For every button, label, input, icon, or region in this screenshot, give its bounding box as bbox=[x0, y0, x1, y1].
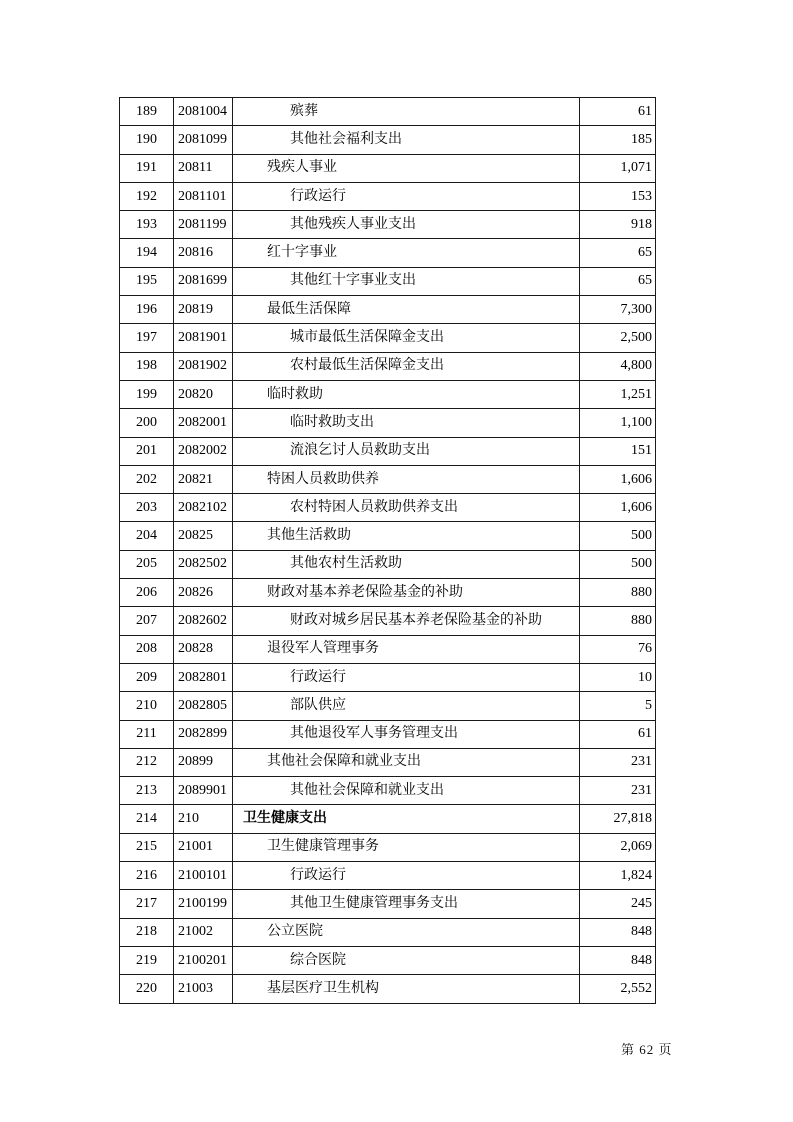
item-name-cell: 行政运行 bbox=[233, 182, 580, 210]
table-row bbox=[120, 918, 656, 946]
amount-cell: 880 bbox=[580, 579, 656, 607]
item-name-cell: 财政对基本养老保险基金的补助 bbox=[233, 579, 580, 607]
code-cell: 20816 bbox=[174, 239, 233, 267]
item-name-cell: 临时救助 bbox=[233, 380, 580, 408]
row-number-cell: 208 bbox=[120, 635, 174, 663]
code-cell: 2081101 bbox=[174, 182, 233, 210]
amount-cell: 2,069 bbox=[580, 833, 656, 861]
row-number-cell: 195 bbox=[120, 267, 174, 295]
table-row bbox=[120, 182, 656, 210]
item-name-cell: 其他社会保障和就业支出 bbox=[233, 748, 580, 776]
code-cell: 2081199 bbox=[174, 211, 233, 239]
code-cell: 21002 bbox=[174, 918, 233, 946]
table-row bbox=[120, 211, 656, 239]
amount-cell: 27,818 bbox=[580, 805, 656, 833]
item-name-cell: 其他社会保障和就业支出 bbox=[233, 777, 580, 805]
amount-cell: 1,606 bbox=[580, 494, 656, 522]
item-name-cell: 其他农村生活救助 bbox=[233, 550, 580, 578]
amount-cell: 65 bbox=[580, 267, 656, 295]
row-number-cell: 190 bbox=[120, 126, 174, 154]
code-cell: 2081099 bbox=[174, 126, 233, 154]
code-cell: 2082602 bbox=[174, 607, 233, 635]
code-cell: 20821 bbox=[174, 465, 233, 493]
code-cell: 2081901 bbox=[174, 324, 233, 352]
amount-cell: 848 bbox=[580, 918, 656, 946]
code-cell: 2081004 bbox=[174, 98, 233, 126]
table-row bbox=[120, 607, 656, 635]
item-name-cell: 残疾人事业 bbox=[233, 154, 580, 182]
table-row bbox=[120, 805, 656, 833]
row-number-cell: 211 bbox=[120, 720, 174, 748]
item-name-cell: 殡葬 bbox=[233, 98, 580, 126]
amount-cell: 500 bbox=[580, 550, 656, 578]
amount-cell: 7,300 bbox=[580, 296, 656, 324]
table-row bbox=[120, 777, 656, 805]
item-name-cell: 特困人员救助供养 bbox=[233, 465, 580, 493]
code-cell: 210 bbox=[174, 805, 233, 833]
table-row bbox=[120, 437, 656, 465]
code-cell: 2082002 bbox=[174, 437, 233, 465]
item-name-cell: 基层医疗卫生机构 bbox=[233, 975, 580, 1003]
amount-cell: 880 bbox=[580, 607, 656, 635]
item-name-cell: 其他生活救助 bbox=[233, 522, 580, 550]
amount-cell: 4,800 bbox=[580, 352, 656, 380]
table-row bbox=[120, 862, 656, 890]
amount-cell: 10 bbox=[580, 663, 656, 691]
code-cell: 20899 bbox=[174, 748, 233, 776]
amount-cell: 848 bbox=[580, 946, 656, 974]
code-cell: 2082502 bbox=[174, 550, 233, 578]
amount-cell: 185 bbox=[580, 126, 656, 154]
item-name-cell: 行政运行 bbox=[233, 663, 580, 691]
table-row bbox=[120, 748, 656, 776]
row-number-cell: 210 bbox=[120, 692, 174, 720]
row-number-cell: 193 bbox=[120, 211, 174, 239]
code-cell: 21001 bbox=[174, 833, 233, 861]
amount-cell: 500 bbox=[580, 522, 656, 550]
code-cell: 2082102 bbox=[174, 494, 233, 522]
item-name-cell: 部队供应 bbox=[233, 692, 580, 720]
item-name-cell: 卫生健康支出 bbox=[233, 805, 580, 833]
row-number-cell: 207 bbox=[120, 607, 174, 635]
code-cell: 2082001 bbox=[174, 409, 233, 437]
table-row bbox=[120, 579, 656, 607]
item-name-cell: 红十字事业 bbox=[233, 239, 580, 267]
item-name-cell: 公立医院 bbox=[233, 918, 580, 946]
row-number-cell: 202 bbox=[120, 465, 174, 493]
item-name-cell: 最低生活保障 bbox=[233, 296, 580, 324]
amount-cell: 65 bbox=[580, 239, 656, 267]
table-row bbox=[120, 635, 656, 663]
code-cell: 20811 bbox=[174, 154, 233, 182]
table-row bbox=[120, 465, 656, 493]
item-name-cell: 行政运行 bbox=[233, 862, 580, 890]
row-number-cell: 214 bbox=[120, 805, 174, 833]
amount-cell: 1,251 bbox=[580, 380, 656, 408]
code-cell: 2082899 bbox=[174, 720, 233, 748]
row-number-cell: 191 bbox=[120, 154, 174, 182]
code-cell: 2089901 bbox=[174, 777, 233, 805]
item-name-cell: 其他红十字事业支出 bbox=[233, 267, 580, 295]
code-cell: 2082801 bbox=[174, 663, 233, 691]
amount-cell: 231 bbox=[580, 777, 656, 805]
table-row bbox=[120, 833, 656, 861]
table-row bbox=[120, 550, 656, 578]
table-row bbox=[120, 946, 656, 974]
item-name-cell: 其他卫生健康管理事务支出 bbox=[233, 890, 580, 918]
amount-cell: 153 bbox=[580, 182, 656, 210]
item-name-cell: 城市最低生活保障金支出 bbox=[233, 324, 580, 352]
table-row bbox=[120, 267, 656, 295]
amount-cell: 231 bbox=[580, 748, 656, 776]
item-name-cell: 其他退役军人事务管理支出 bbox=[233, 720, 580, 748]
row-number-cell: 212 bbox=[120, 748, 174, 776]
row-number-cell: 192 bbox=[120, 182, 174, 210]
row-number-cell: 219 bbox=[120, 946, 174, 974]
row-number-cell: 201 bbox=[120, 437, 174, 465]
amount-cell: 76 bbox=[580, 635, 656, 663]
amount-cell: 2,552 bbox=[580, 975, 656, 1003]
code-cell: 20819 bbox=[174, 296, 233, 324]
item-name-cell: 其他残疾人事业支出 bbox=[233, 211, 580, 239]
item-name-cell: 其他社会福利支出 bbox=[233, 126, 580, 154]
code-cell: 2100101 bbox=[174, 862, 233, 890]
row-number-cell: 200 bbox=[120, 409, 174, 437]
table-row bbox=[120, 692, 656, 720]
row-number-cell: 203 bbox=[120, 494, 174, 522]
amount-cell: 1,606 bbox=[580, 465, 656, 493]
item-name-cell: 流浪乞讨人员救助支出 bbox=[233, 437, 580, 465]
code-cell: 20825 bbox=[174, 522, 233, 550]
table-row bbox=[120, 126, 656, 154]
amount-cell: 61 bbox=[580, 98, 656, 126]
amount-cell: 1,071 bbox=[580, 154, 656, 182]
row-number-cell: 218 bbox=[120, 918, 174, 946]
row-number-cell: 209 bbox=[120, 663, 174, 691]
row-number-cell: 189 bbox=[120, 98, 174, 126]
code-cell: 20826 bbox=[174, 579, 233, 607]
table-row bbox=[120, 890, 656, 918]
table-row bbox=[120, 239, 656, 267]
amount-cell: 2,500 bbox=[580, 324, 656, 352]
code-cell: 2082805 bbox=[174, 692, 233, 720]
table-row bbox=[120, 352, 656, 380]
item-name-cell: 农村最低生活保障金支出 bbox=[233, 352, 580, 380]
row-number-cell: 217 bbox=[120, 890, 174, 918]
table-row bbox=[120, 494, 656, 522]
budget-table-body bbox=[120, 98, 656, 1004]
item-name-cell: 退役军人管理事务 bbox=[233, 635, 580, 663]
item-name-cell: 临时救助支出 bbox=[233, 409, 580, 437]
row-number-cell: 213 bbox=[120, 777, 174, 805]
row-number-cell: 197 bbox=[120, 324, 174, 352]
row-number-cell: 194 bbox=[120, 239, 174, 267]
item-name-cell: 卫生健康管理事务 bbox=[233, 833, 580, 861]
budget-table bbox=[119, 97, 656, 1004]
row-number-cell: 215 bbox=[120, 833, 174, 861]
table-row bbox=[120, 380, 656, 408]
amount-cell: 151 bbox=[580, 437, 656, 465]
table-row bbox=[120, 409, 656, 437]
code-cell: 20820 bbox=[174, 380, 233, 408]
amount-cell: 918 bbox=[580, 211, 656, 239]
code-cell: 20828 bbox=[174, 635, 233, 663]
row-number-cell: 205 bbox=[120, 550, 174, 578]
code-cell: 2081699 bbox=[174, 267, 233, 295]
amount-cell: 1,824 bbox=[580, 862, 656, 890]
table-row bbox=[120, 296, 656, 324]
row-number-cell: 198 bbox=[120, 352, 174, 380]
table-row bbox=[120, 324, 656, 352]
row-number-cell: 216 bbox=[120, 862, 174, 890]
table-row bbox=[120, 98, 656, 126]
amount-cell: 61 bbox=[580, 720, 656, 748]
amount-cell: 5 bbox=[580, 692, 656, 720]
item-name-cell: 综合医院 bbox=[233, 946, 580, 974]
table-row bbox=[120, 663, 656, 691]
table-row bbox=[120, 154, 656, 182]
code-cell: 2100201 bbox=[174, 946, 233, 974]
code-cell: 21003 bbox=[174, 975, 233, 1003]
row-number-cell: 204 bbox=[120, 522, 174, 550]
table-row bbox=[120, 522, 656, 550]
item-name-cell: 财政对城乡居民基本养老保险基金的补助 bbox=[233, 607, 580, 635]
code-cell: 2081902 bbox=[174, 352, 233, 380]
page-number-footer: 第 62 页 bbox=[621, 1042, 673, 1057]
row-number-cell: 199 bbox=[120, 380, 174, 408]
row-number-cell: 206 bbox=[120, 579, 174, 607]
row-number-cell: 196 bbox=[120, 296, 174, 324]
amount-cell: 245 bbox=[580, 890, 656, 918]
code-cell: 2100199 bbox=[174, 890, 233, 918]
row-number-cell: 220 bbox=[120, 975, 174, 1003]
item-name-cell: 农村特困人员救助供养支出 bbox=[233, 494, 580, 522]
table-row bbox=[120, 975, 656, 1003]
table-row bbox=[120, 720, 656, 748]
amount-cell: 1,100 bbox=[580, 409, 656, 437]
